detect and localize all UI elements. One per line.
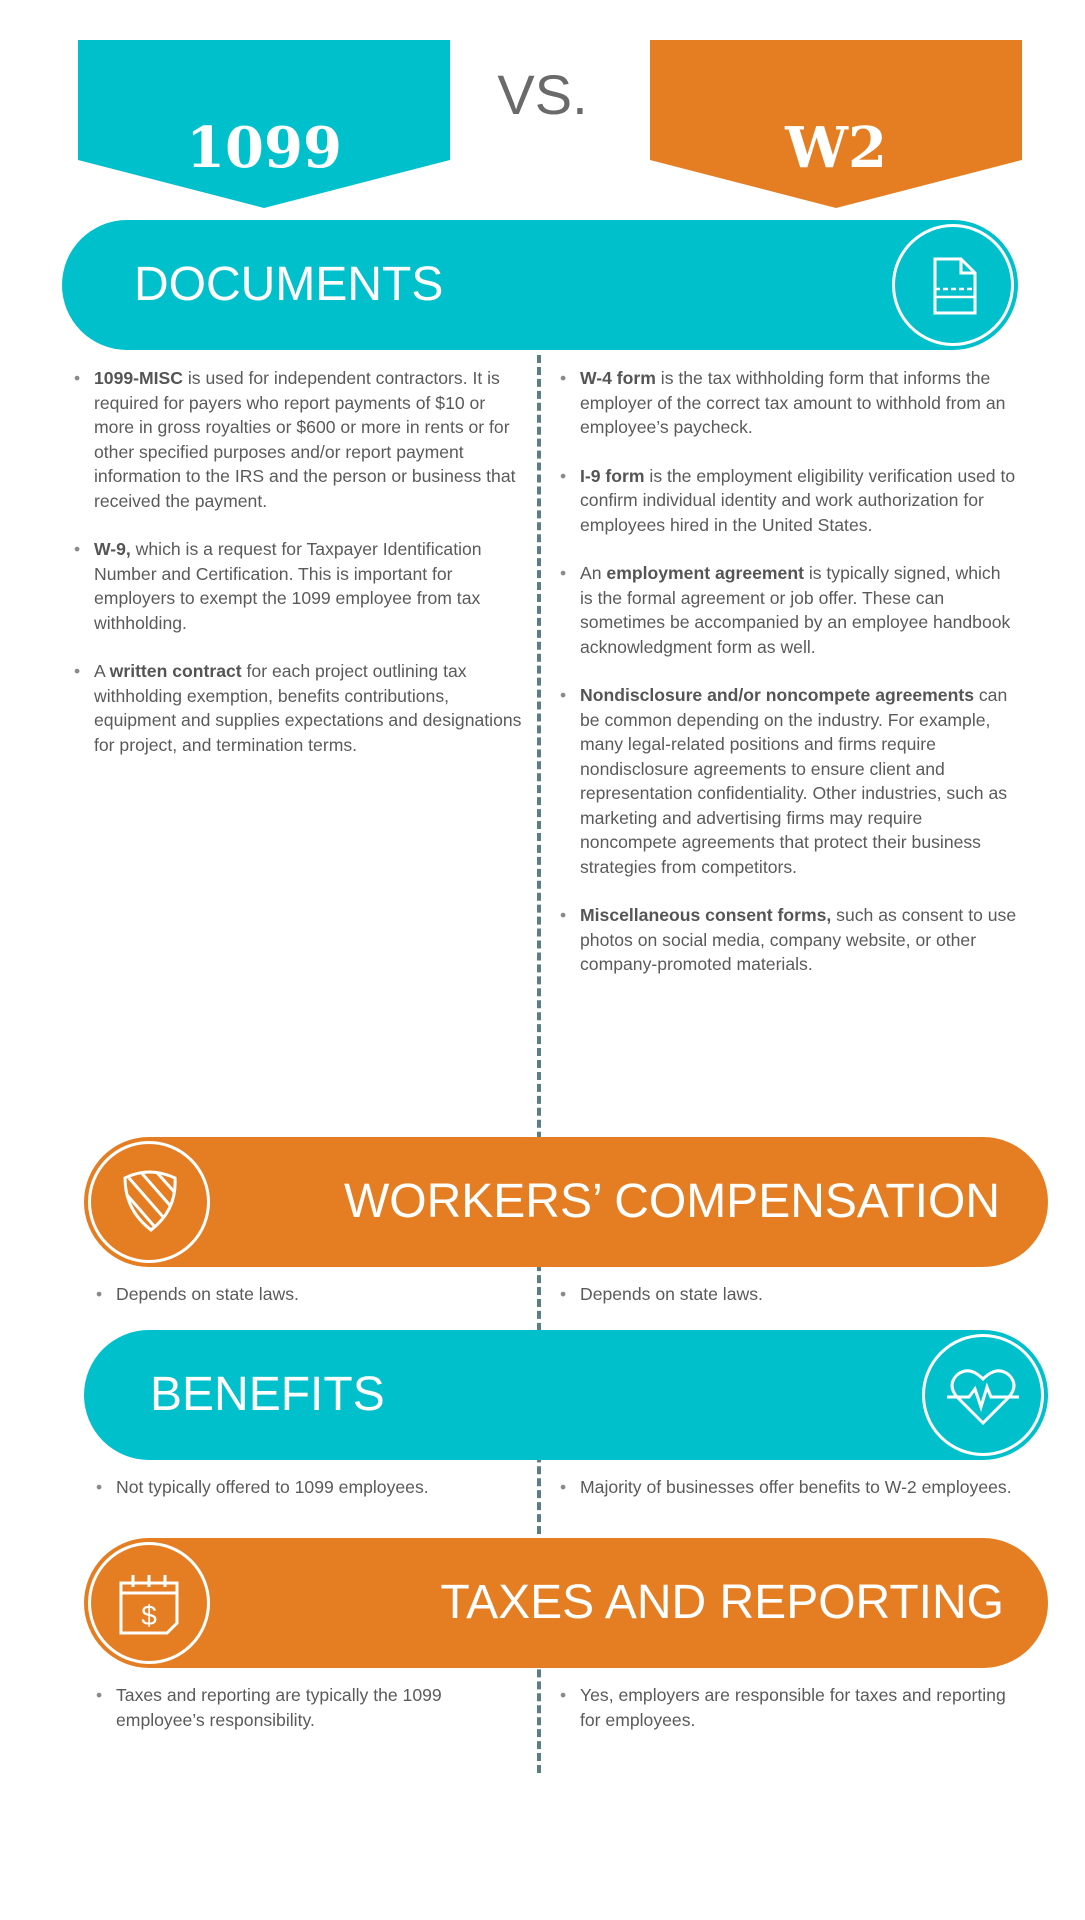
taxes-right-list: [558, 1683, 1018, 1756]
benefits-left-list: [94, 1475, 524, 1524]
item-bold: W-4 form: [580, 368, 656, 388]
section-taxes-header: [84, 1538, 1048, 1668]
list-item: • Taxes and reporting are typically the 1099 employee’s responsibility.: [94, 1683, 524, 1732]
list-item: [558, 464, 1018, 538]
workers-comp-right-list: [558, 1282, 1018, 1331]
list-item: [558, 561, 1018, 659]
banner-w2: [650, 40, 1022, 208]
section-documents-header: [62, 220, 1018, 350]
item-bold: employment agreement: [606, 563, 804, 583]
list-item: • Not typically offered to 1099 employees.: [94, 1475, 524, 1500]
item-bold: Miscellaneous consent forms,: [580, 905, 832, 925]
taxes-left-list: [94, 1683, 524, 1756]
workers-comp-left-list: [94, 1282, 524, 1331]
banner-w2-label: W2: [785, 115, 887, 181]
item-bold: written contract: [109, 661, 242, 681]
item-bold: Nondisclosure and/or noncompete agreements: [580, 685, 974, 705]
document-icon: [892, 224, 1014, 346]
calendar-dollar-icon: [88, 1542, 210, 1664]
item-pre: An: [580, 563, 607, 583]
list-item: [72, 366, 524, 513]
list-item: • Depends on state laws.: [94, 1282, 524, 1307]
item-text: which is a request for Taxpayer Identification Number and Certification. This is important for employers to exempt the 1099 employee from tax withholding.: [94, 539, 482, 633]
svg-text:$: $: [141, 1600, 157, 1631]
list-item: [558, 683, 1018, 879]
item-bold: W-9,: [94, 539, 131, 559]
heart-pulse-icon: [922, 1334, 1044, 1456]
section-benefits-header: [84, 1330, 1048, 1460]
documents-left-list: [72, 366, 524, 781]
list-item: • Majority of businesses offer benefits to W-2 employees.: [558, 1475, 1018, 1500]
section-documents-title: DOCUMENTS: [134, 258, 444, 311]
item-text: is used for independent contractors. It is required for payers who report payments of $10 or more in gross royalties or $600 or more in rents or for other specified purposes and/or report payment information to the IRS and the person or business that received the payment.: [94, 368, 516, 511]
list-item: [72, 537, 524, 635]
list-item: • Yes, employers are responsible for taxes and reporting for employees.: [558, 1683, 1018, 1732]
item-text: can be common depending on the industry. For example, many legal-related positions and firms require nondisclosure agreements to ensure client and representation confidentiality. Other industries, such as marketing and advertising firms may require noncompete agreements that protect their business strategies from competitors.: [580, 685, 1008, 877]
item-text: such as consent to use photos on social media, company website, or other company-promoted materials.: [580, 905, 1017, 974]
list-item: [72, 659, 524, 757]
shield-icon: [88, 1141, 210, 1263]
item-text: is typically signed, which is the formal agreement or job offer. These can sometimes be accompanied by an employee handbook acknowledgment form as well.: [580, 563, 1011, 657]
banner-1099-label: 1099: [186, 115, 342, 181]
list-item: • Depends on state laws.: [558, 1282, 1018, 1307]
item-text: is the tax withholding form that informs the employer of the correct tax amount to withhold from an employee’s paycheck.: [580, 368, 1006, 437]
item-bold: 1099-MISC: [94, 368, 183, 388]
item-bold: I-9 form: [580, 465, 645, 486]
item-pre: A: [94, 661, 110, 681]
section-benefits-title: BENEFITS: [150, 1368, 385, 1421]
section-workers-comp-header: [84, 1137, 1048, 1267]
section-workers-comp-title: WORKERS’ COMPENSATION: [343, 1175, 1000, 1228]
item-text: is the employment eligibility verification used to confirm individual identity and work authorization for employees hired in the United States.: [580, 465, 1016, 535]
documents-right-list: [558, 366, 1018, 1001]
section-taxes-title: TAXES AND REPORTING: [440, 1576, 1004, 1629]
list-item: [558, 366, 1018, 440]
vs-label: VS.: [497, 63, 588, 126]
list-item: [558, 903, 1018, 977]
item-text: for each project outlining tax withholding exemption, benefits contributions, equipment and supplies expectations and designations for project, and termination terms.: [94, 661, 522, 755]
benefits-right-list: [558, 1475, 1018, 1524]
